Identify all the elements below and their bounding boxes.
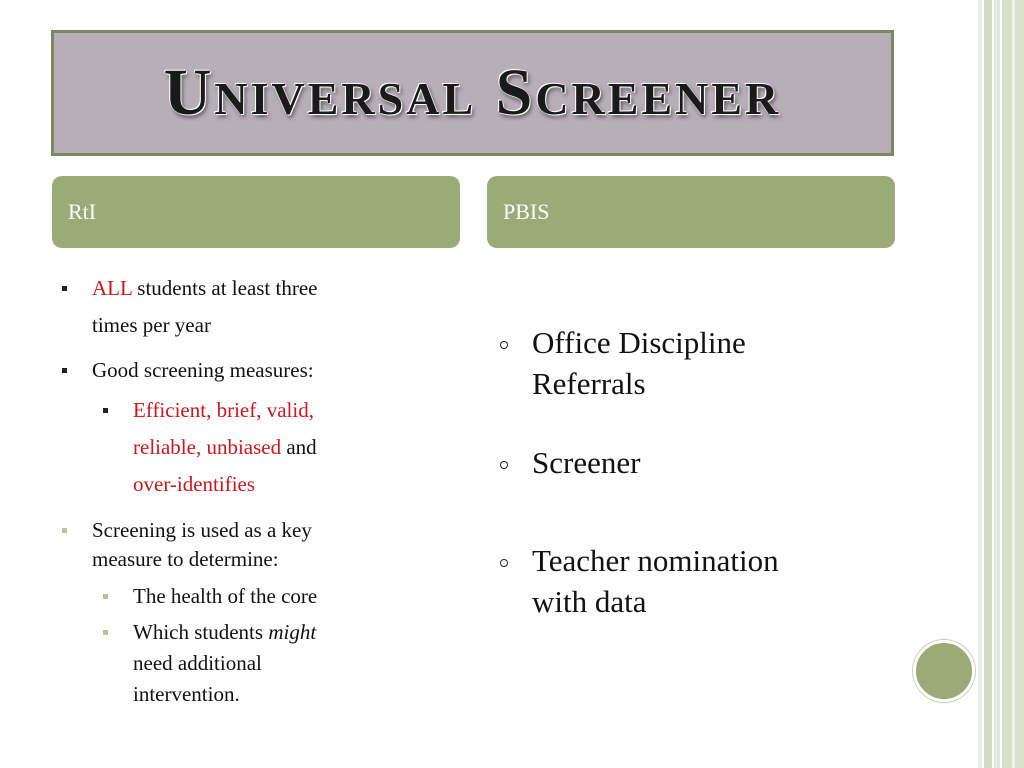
decor-stripe xyxy=(994,0,1000,768)
list-item xyxy=(496,442,896,483)
decor-stripe xyxy=(978,0,982,768)
pbis-item-text: Office Discipline xyxy=(532,325,746,360)
and-text: and xyxy=(281,435,317,459)
decor-stripe xyxy=(1012,0,1015,768)
bullet-text-line2: times per year xyxy=(92,313,211,337)
circle-bullet-icon xyxy=(500,461,508,469)
list-item xyxy=(56,392,436,503)
pbis-item-text-line2: Referrals xyxy=(532,366,646,401)
decor-circle xyxy=(913,640,975,702)
pbis-item-text-line2: with data xyxy=(532,584,647,619)
list-item xyxy=(56,581,436,612)
square-bullet-icon xyxy=(103,408,108,413)
rti-header-label: RtI xyxy=(68,199,97,224)
square-bullet-icon xyxy=(103,594,108,599)
slide-title: Universal Screener xyxy=(163,56,782,129)
red-text: Efficient, brief, valid, xyxy=(133,398,314,422)
rti-header xyxy=(52,176,460,248)
list-item xyxy=(496,540,896,622)
square-bullet-icon xyxy=(62,528,67,533)
all-red-text: ALL xyxy=(92,276,133,300)
might-emphasis: might xyxy=(268,620,317,644)
list-item xyxy=(56,352,436,389)
bullet-text: The health of the core xyxy=(133,584,318,608)
bullet-text: Screening is used as a key xyxy=(92,518,312,542)
red-text: reliable, unbiased xyxy=(133,435,282,459)
list-item xyxy=(56,617,436,710)
bullet-text-line2: need additional xyxy=(133,651,262,675)
list-item xyxy=(496,322,896,404)
pbis-header-label: PBIS xyxy=(503,199,550,224)
bullet-text: Which students xyxy=(133,620,269,644)
circle-bullet-icon xyxy=(500,341,508,349)
bullet-text-line2: measure to determine: xyxy=(92,547,279,571)
bullet-text: Good screening measures: xyxy=(92,358,314,382)
square-bullet-icon xyxy=(103,630,108,635)
red-text: over-identifies xyxy=(133,472,256,496)
bullet-text: students at least three xyxy=(132,276,318,300)
pbis-content xyxy=(496,322,896,622)
slide-title-box xyxy=(51,30,894,156)
list-item xyxy=(56,270,436,344)
circle-bullet-icon xyxy=(500,559,508,567)
list-item xyxy=(56,516,436,574)
bullet-text-line3: intervention. xyxy=(133,682,240,706)
decor-stripe xyxy=(984,0,992,768)
square-bullet-icon xyxy=(62,286,67,291)
pbis-header xyxy=(487,176,895,248)
pbis-item-text: Screener xyxy=(532,445,641,480)
square-bullet-icon xyxy=(62,368,67,373)
pbis-item-text: Teacher nomination xyxy=(532,543,779,578)
rti-content xyxy=(56,270,436,710)
